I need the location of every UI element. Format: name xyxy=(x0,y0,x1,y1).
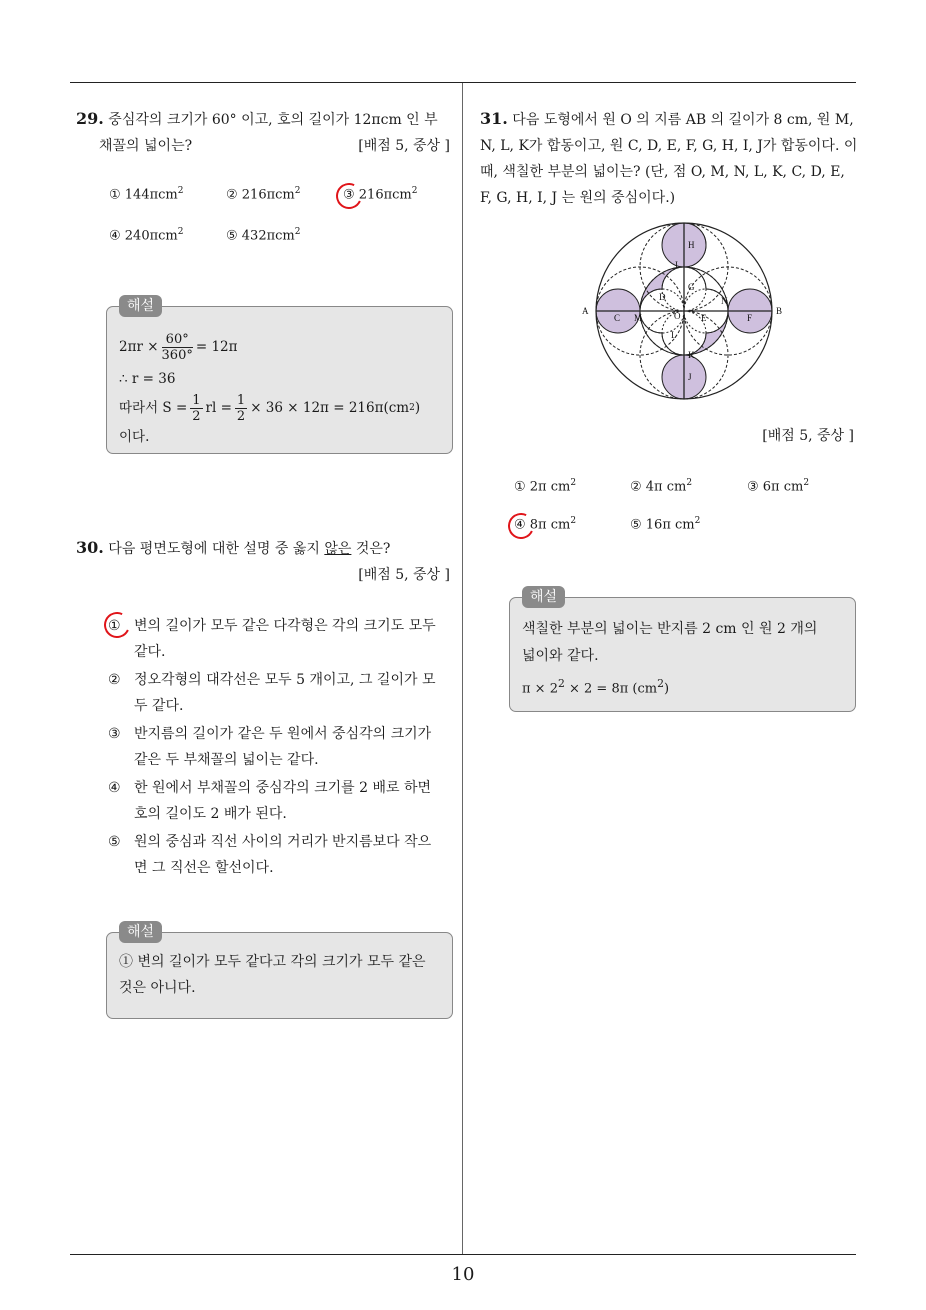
option-5[interactable]: ⑤ 432πcm$^2$ xyxy=(226,227,301,244)
svg-text:H: H xyxy=(688,240,695,250)
question-text: 다음 평면도형에 대한 설명 중 옳지 xyxy=(108,541,325,557)
svg-text:J: J xyxy=(688,372,692,382)
option-list-30 xyxy=(108,613,441,883)
svg-text:B: B xyxy=(776,306,783,316)
option-1[interactable]: ① 144πcm$^2$ xyxy=(109,186,184,203)
svg-text:K: K xyxy=(688,350,695,360)
solution-text: ① 변의 길이가 모두 같다고 각의 크기가 모두 같은 것은 아니다. xyxy=(119,954,426,996)
question-number: 29. xyxy=(76,109,104,128)
solution-box-31 xyxy=(509,589,856,712)
option-2[interactable]: ② 216πcm$^2$ xyxy=(226,186,301,203)
solution-text: 이다. xyxy=(119,429,150,445)
fraction: $\frac{1}{2}$ xyxy=(236,392,246,424)
fraction: $\frac{1}{2}$ xyxy=(192,392,201,424)
question-number: 30. xyxy=(76,538,104,557)
question-text-underlined: 않은 xyxy=(324,541,352,557)
solution-text: 색칠한 부분의 넓이는 반지름 2 cm 인 원 2 개의 xyxy=(522,621,818,637)
solution-text: ∴ r = 36 xyxy=(119,371,176,387)
column-divider xyxy=(462,83,463,1255)
question-text: 것은? xyxy=(351,541,391,557)
solution-tag: 해설 xyxy=(119,921,162,943)
option-1[interactable]: ① 2π $cm^2$ xyxy=(514,478,577,495)
svg-text:L: L xyxy=(671,330,677,340)
svg-text:O: O xyxy=(674,311,681,321)
option-4[interactable]: ④ 240πcm$^2$ xyxy=(109,227,184,244)
figure-circles xyxy=(578,220,788,402)
question-text: 다음 도형에서 원 O 의 지름 AB 의 길이가 8 cm, 원 M, N, L, K가 합동이고, 원 C, D, E, F, G, H, I, J가 합동이다. 이 때, 색칠한 부분의 넓이는? (단, 점 O, M, N, L, K, C, D, E, F, G, H, I, J 는 원의 중심이다.) xyxy=(480,112,858,206)
solution-formula: $\pi \times 2^2 \times 2 = 8\pi$ $(cm^2)$ xyxy=(522,677,670,697)
top-rule xyxy=(70,82,856,83)
question-number: 31. xyxy=(480,109,508,128)
fraction: $\frac{60^\circ}{360^\circ}$ xyxy=(161,331,193,363)
option-1[interactable]: ① 변의 길이가 모두 같은 다각형은 각의 크기도 모두 같다. xyxy=(108,618,436,660)
option-4[interactable]: ④ 8π $cm^2$ xyxy=(514,516,577,533)
page-number: 10 xyxy=(451,1264,475,1285)
svg-text:N: N xyxy=(721,296,728,306)
question-29 xyxy=(76,106,450,159)
question-31 xyxy=(480,106,858,211)
score-label: [배점 5, 중상 ] xyxy=(358,567,450,583)
question-text: 채꼴의 넓이는? xyxy=(99,138,193,154)
svg-text:M: M xyxy=(634,313,643,323)
option-5[interactable]: ⑤ 16π $cm^2$ xyxy=(630,516,701,533)
svg-text:I: I xyxy=(675,260,678,270)
svg-text:D: D xyxy=(659,292,666,302)
answer-mark-circle xyxy=(504,509,537,542)
option-3[interactable]: ③ 6π $cm^2$ xyxy=(747,478,810,495)
svg-text:G: G xyxy=(688,282,695,292)
bottom-rule xyxy=(70,1254,856,1255)
solution-text: 따라서 S = xyxy=(119,400,188,416)
option-3[interactable]: ③ 반지름의 길이가 같은 두 원에서 중심각의 크기가 같은 두 부채꼴의 넓이는 같다. xyxy=(108,726,432,768)
solution-text: rl = xyxy=(205,400,232,416)
option-5[interactable]: ⑤ 원의 중심과 직선 사이의 거리가 반지름보다 작으면 그 직선은 할선이다. xyxy=(108,834,432,876)
solution-text: × 36 × 12π = 216π(cm xyxy=(250,400,410,416)
answer-mark-circle xyxy=(332,179,365,212)
svg-text:C: C xyxy=(614,313,621,323)
option-3[interactable]: ③ 216πcm$^2$ xyxy=(343,186,418,203)
option-2[interactable]: ② 4π $cm^2$ xyxy=(630,478,693,495)
solution-text: 2πr × xyxy=(119,339,159,355)
svg-text:E: E xyxy=(701,313,707,323)
solution-box-30 xyxy=(106,924,453,1019)
option-4[interactable]: ④ 한 원에서 부채꼴의 중심각의 크기를 2 배로 하면 호의 길이도 2 배가 된다. xyxy=(108,780,432,822)
solution-text: 넓이와 같다. xyxy=(522,648,599,664)
question-30 xyxy=(76,535,450,588)
score-label: [배점 5, 중상 ] xyxy=(358,138,450,154)
svg-text:A: A xyxy=(582,306,589,316)
svg-text:F: F xyxy=(747,313,753,323)
question-text: 중심각의 크기가 60° 이고, 호의 길이가 12πcm 인 부 xyxy=(108,112,438,128)
solution-box-29: 해설 2πr × $\frac{60^\circ}{360^\circ}$ = 12π ∴ r = 36 따라서 S = $\frac{1}{2}$ rl = $\frac{1}{2}$ × 36 × 12π = 216π(cm 2 ) 이다. xyxy=(106,306,453,454)
score-label: [배점 5, 중상 ] xyxy=(762,428,854,444)
solution-tag: 해설 xyxy=(119,295,162,317)
solution-text: = 12π xyxy=(195,339,238,355)
solution-tag: 해설 xyxy=(522,586,565,608)
option-2[interactable]: ② 정오각형의 대각선은 모두 5 개이고, 그 길이가 모두 같다. xyxy=(108,672,436,714)
